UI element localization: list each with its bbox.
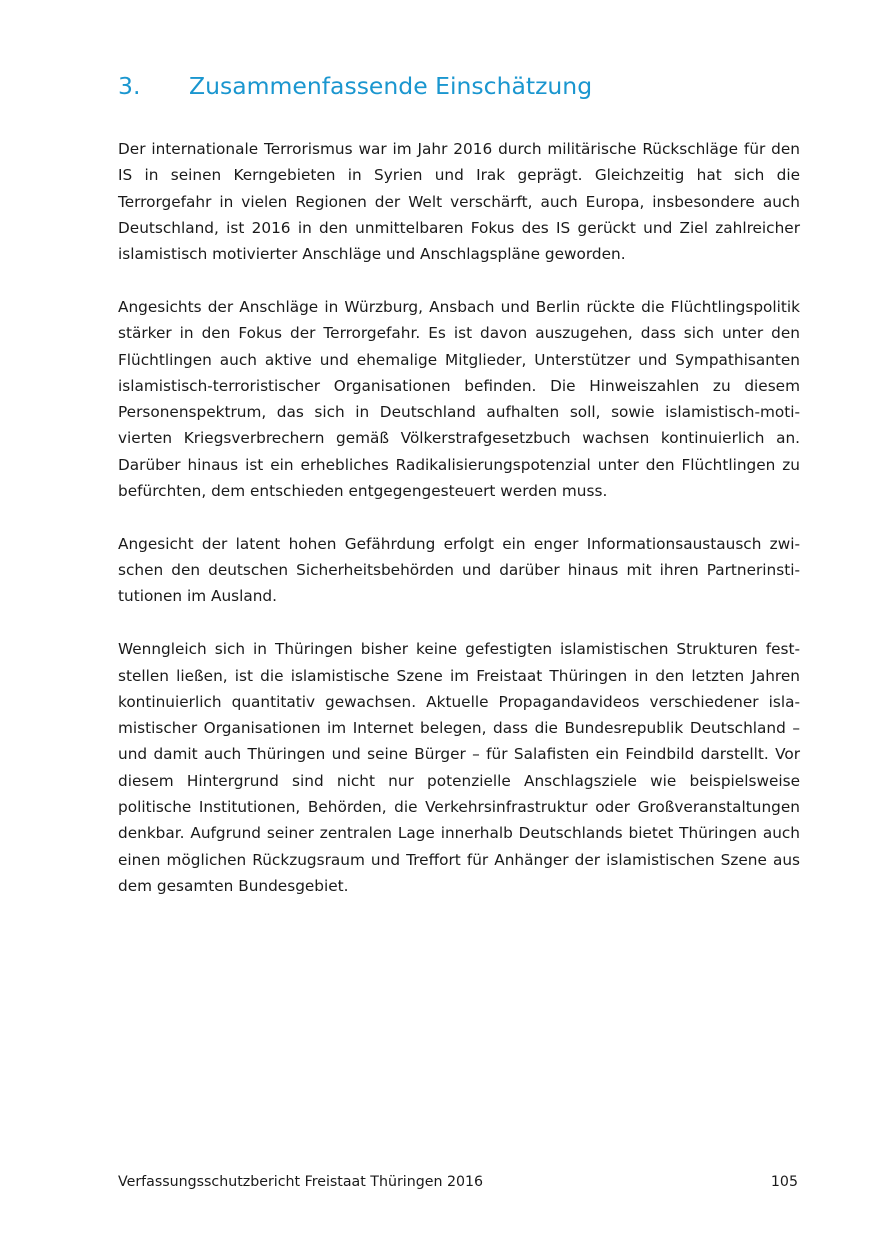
paragraph-2: Angesichts der Anschläge in Würzburg, Ansbach und Berlin rückte die Flüchtlingspolitik stärker in den Fokus der Terrorgefahr. Es ist davon auszugehen, dass sich unter den Flüchtlingen auch aktive und ehemalige Mitglieder, Unterstützer und Sympathisanten islamistisch-terroristischer Organisationen befinden. Die Hinweiszahlen zu diesem Personenspektrum, das sich in Deutschland aufhalten soll, sowie islamistisch-motivierten Kriegsverbrechern gemäß Völkerstrafgesetzbuch wachsen kontinuierlich an. Darüber hinaus ist ein erhebliches Radikalisierungspotenzial unter den Flüchtlingen zu befürchten, dem entschieden entgegengesteuert werden muss.	[118, 297, 800, 501]
body-text	[118, 136, 800, 926]
section-title: Zusammenfassende Einschätzung	[189, 72, 593, 100]
paragraph-1: Der internationale Terrorismus war im Jahr 2016 durch militärische Rückschläge für den IS in seinen Kerngebieten in Syrien und Irak geprägt. Gleichzeitig hat sich die Terrorgefahr in vielen Regionen der Welt verschärft, auch Europa, insbesondere auch Deutschland, ist 2016 in den unmittelbaren Fokus des IS gerückt und Ziel zahlreicher islamistisch motivierter Anschläge und Anschlagspläne geworden.	[118, 140, 800, 264]
footer-title: Verfassungsschutzbericht Freistaat Thüringen 2016	[118, 1174, 484, 1190]
page-footer	[118, 1172, 798, 1192]
paragraph-4: Wenngleich sich in Thüringen bisher keine gefestigten islamistischen Strukturen feststellen ließen, ist die islamistische Szene im Freistaat Thüringen in den letzten Jahren kontinuierlich quantitativ gewachsen. Aktuelle Propagandavideos verschiedener islamistischer Organisationen im Internet belegen, dass die Bundesrepublik Deutschland – und damit auch Thüringen und seine Bürger – für Salafisten ein Feindbild darstellt. Vor diesem Hintergrund sind nicht nur potenzielle Anschlagsziele wie beispielsweise politische Institutionen, Behörden, die Verkehrsinfrastruktur oder Großveranstaltungen denkbar. Aufgrund seiner zentralen Lage innerhalb Deutschlands bietet Thüringen auch einen möglichen Rückzugsraum und Treffort für Anhänger der islamistischen Szene aus dem gesamten Bundesgebiet.	[118, 640, 800, 895]
paragraph-3: Angesicht der latent hohen Gefährdung erfolgt ein enger Informationsaustausch zwischen den deutschen Sicherheitsbehörden und darüber hinaus mit ihren Partnerinstitutionen im Ausland.	[118, 534, 800, 606]
section-heading	[118, 70, 592, 102]
page-number: 105	[770, 1174, 798, 1190]
section-number: 3.	[118, 72, 141, 100]
